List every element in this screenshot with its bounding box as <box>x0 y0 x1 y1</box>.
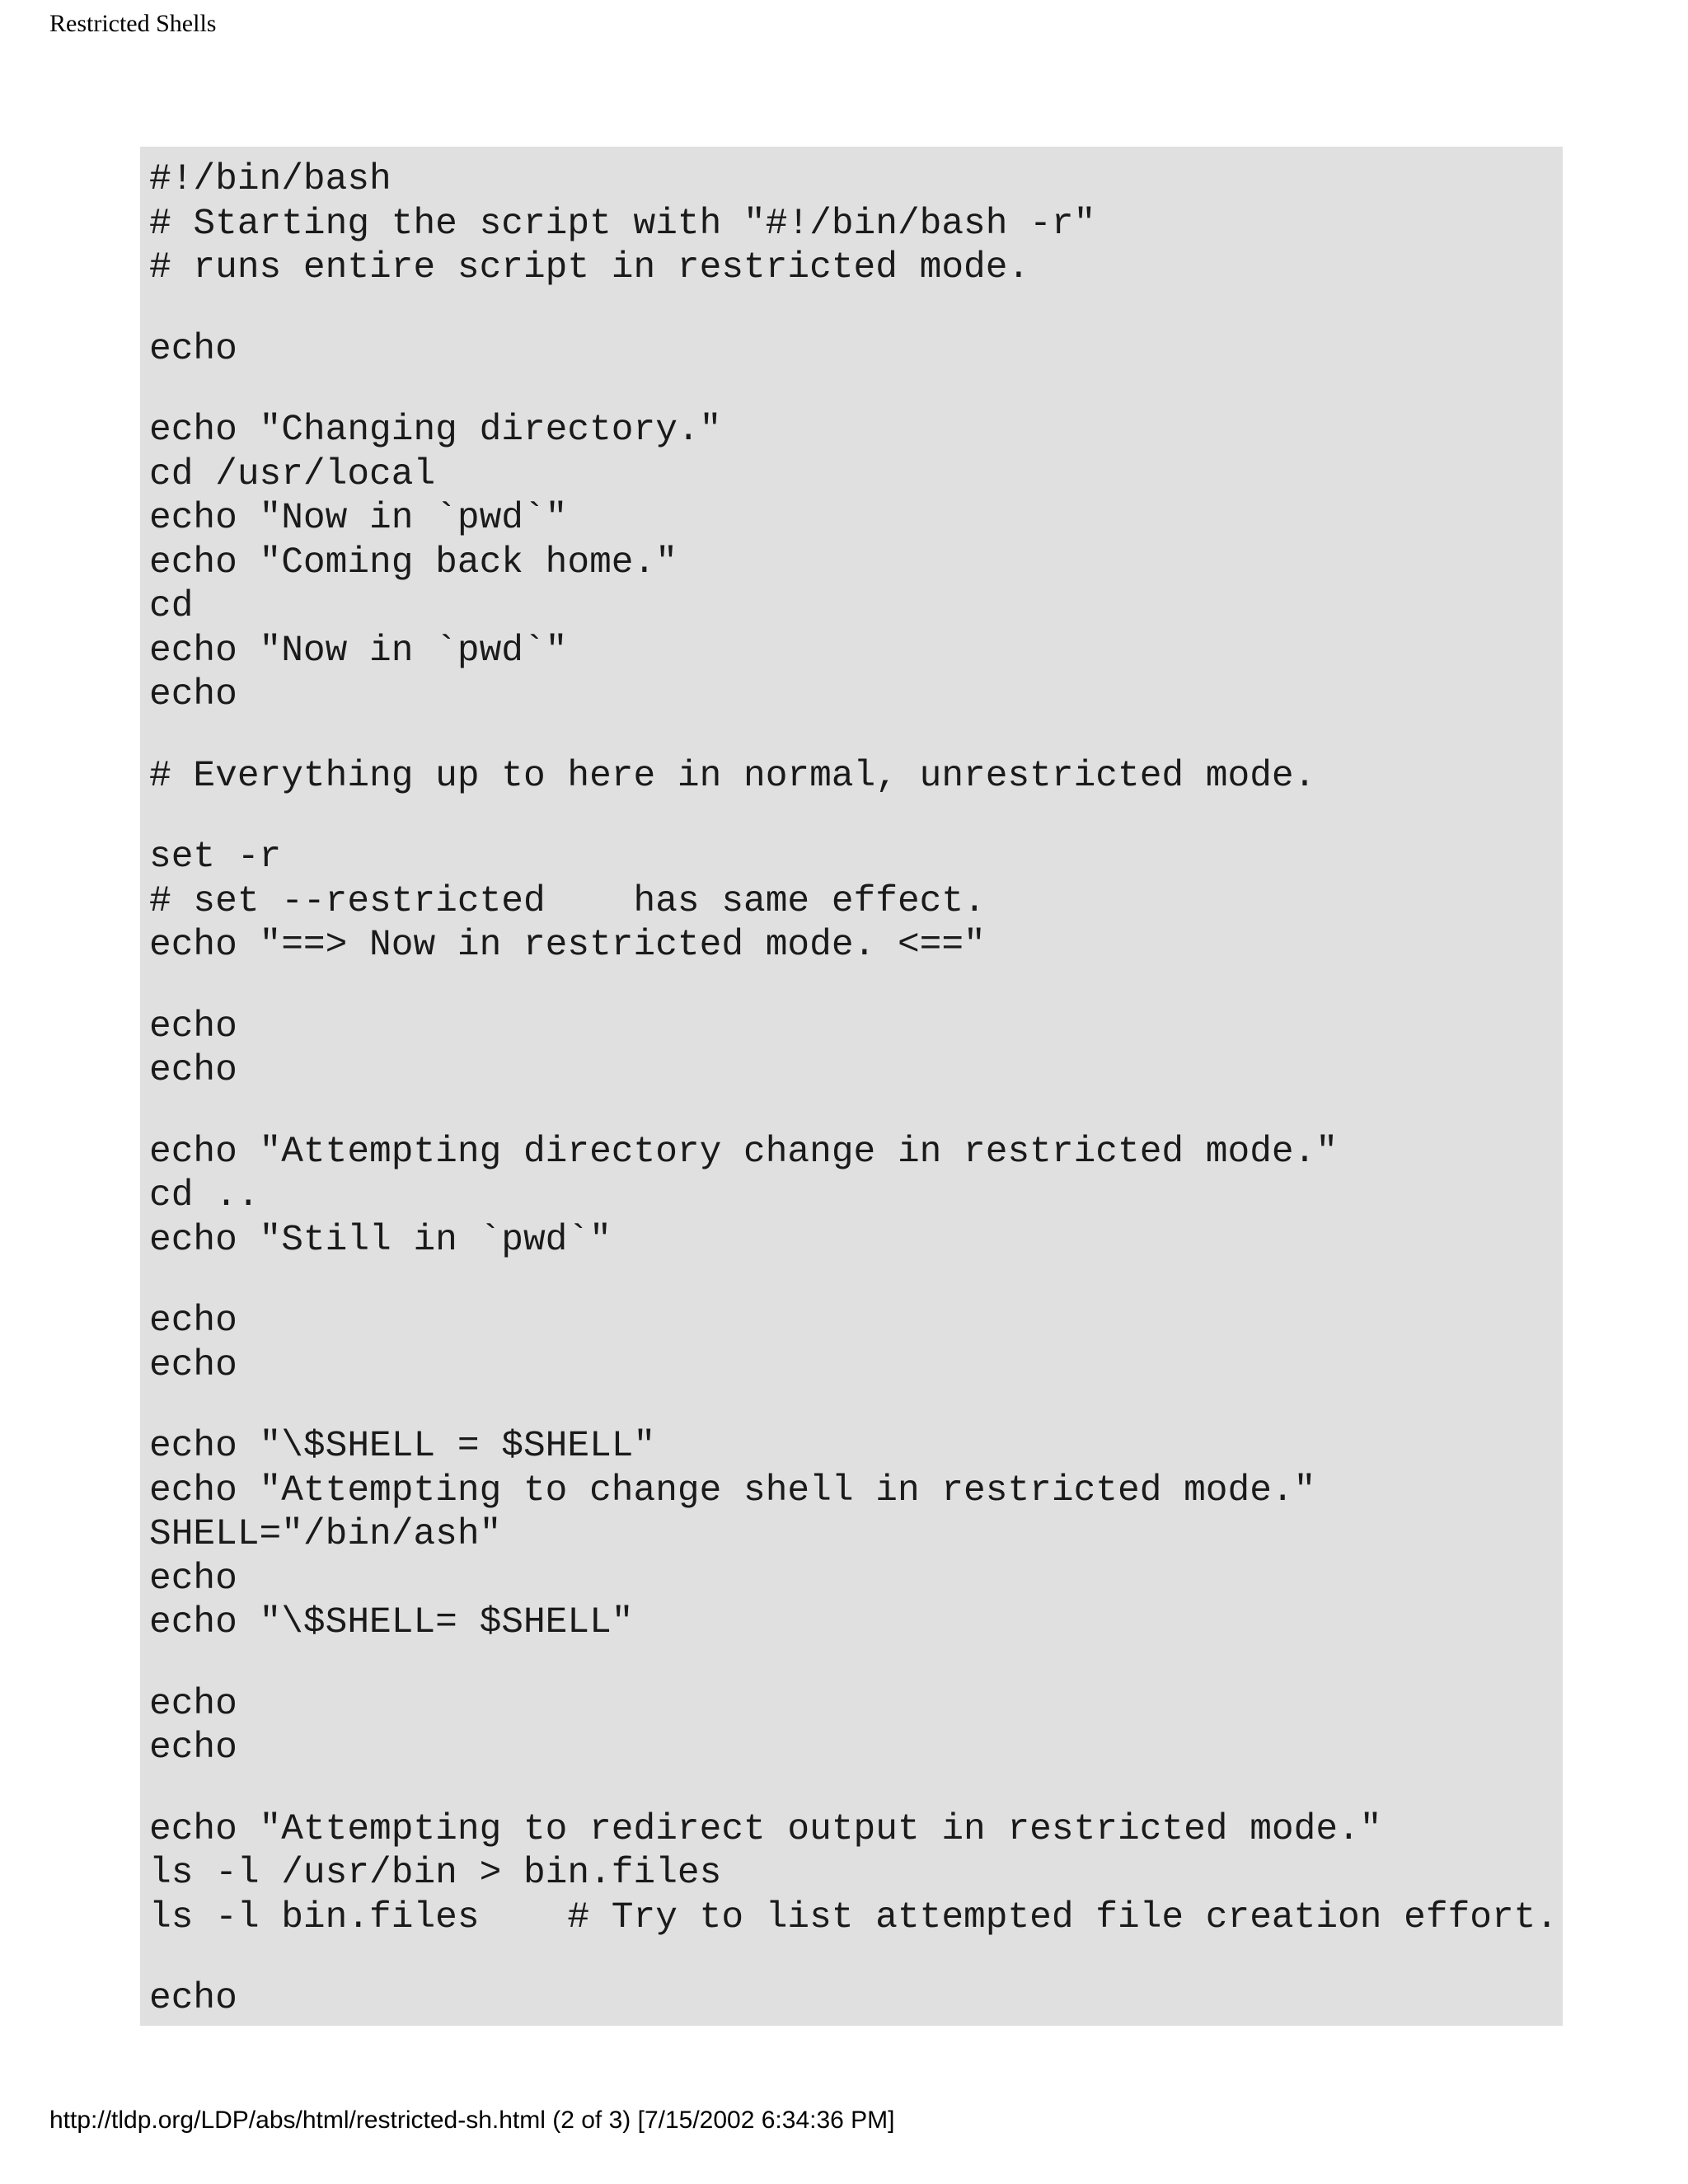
code-blank-line <box>149 968 1563 1005</box>
code-line: echo <box>149 1558 237 1600</box>
code-line: echo "Coming back home." <box>149 541 678 583</box>
code-line: echo <box>149 1050 237 1091</box>
code-line: echo <box>149 328 237 370</box>
page-footer-url: http://tldp.org/LDP/abs/html/restricted-sh.html (2 of 3) [7/15/2002 6:34:36 PM] <box>49 2107 895 2134</box>
code-line: cd <box>149 586 194 627</box>
code-line: echo <box>149 674 237 715</box>
code-line: cd /usr/local <box>149 453 436 495</box>
code-line: echo "==> Now in restricted mode. <==" <box>149 925 986 966</box>
code-line: ls -l /usr/bin > bin.files <box>149 1853 722 1894</box>
code-line: ls -l bin.files # Try to list attempted file creation effort. <box>149 1896 1559 1938</box>
code-line: echo <box>149 1727 237 1769</box>
code-line: echo "Attempting to redirect output in restricted mode." <box>149 1808 1382 1850</box>
code-line: echo <box>149 1683 237 1725</box>
code-line: echo "Attempting to change shell in restricted mode." <box>149 1469 1316 1511</box>
code-line: echo "Still in `pwd`" <box>149 1219 612 1261</box>
code-line: echo "Changing directory." <box>149 410 722 451</box>
code-line: echo <box>149 1301 237 1342</box>
code-blank-line <box>149 1094 1563 1131</box>
code-line: echo "Now in `pwd`" <box>149 498 568 539</box>
code-blank-line <box>149 1940 1563 1977</box>
code-line: set -r <box>149 837 282 878</box>
code-line: SHELL="/bin/ash" <box>149 1514 502 1555</box>
code-line: # Everything up to here in normal, unrestricted mode. <box>149 755 1316 797</box>
code-line: cd .. <box>149 1175 260 1216</box>
code-line: echo "Attempting directory change in restricted mode." <box>149 1131 1339 1173</box>
code-line: # Starting the script with "#!/bin/bash -r" <box>149 203 1096 245</box>
code-line: echo "\$SHELL = $SHELL" <box>149 1426 656 1467</box>
code-line: echo <box>149 1978 237 2019</box>
code-blank-line <box>149 1263 1563 1300</box>
code-blank-line <box>149 1771 1563 1808</box>
code-blank-line <box>149 718 1563 755</box>
code-blank-line <box>149 372 1563 409</box>
page-title: Restricted Shells <box>49 10 217 37</box>
code-line: # set --restricted has same effect. <box>149 880 986 922</box>
code-line: # runs entire script in restricted mode. <box>149 247 1030 288</box>
code-line: echo <box>149 1344 237 1386</box>
code-blank-line <box>149 1388 1563 1425</box>
code-blank-line <box>149 799 1563 836</box>
code-line: echo <box>149 1005 237 1047</box>
code-blank-line <box>149 1646 1563 1683</box>
code-blank-line <box>149 291 1563 328</box>
code-line: echo "\$SHELL= $SHELL" <box>149 1602 634 1643</box>
code-listing <box>140 147 1563 2026</box>
code-line: #!/bin/bash <box>149 159 392 200</box>
code-line: echo "Now in `pwd`" <box>149 630 568 672</box>
